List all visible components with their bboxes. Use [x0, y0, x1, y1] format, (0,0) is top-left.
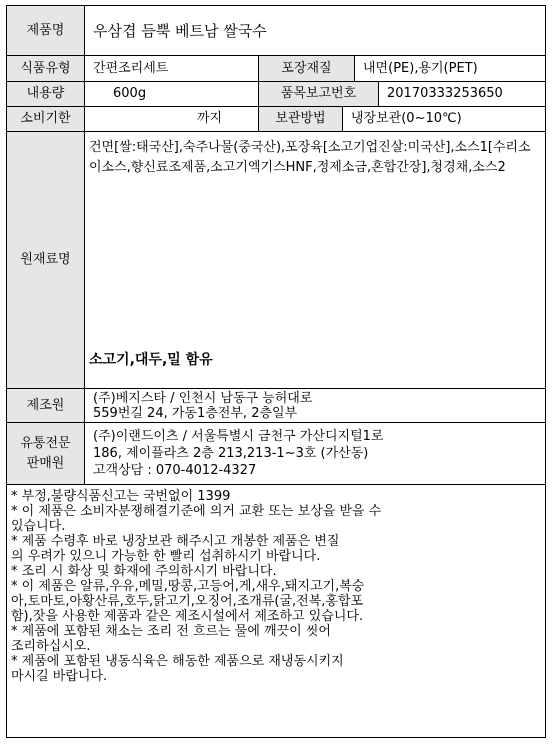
expiry-value: 까지	[85, 107, 259, 131]
packaging-value: 내면(PE),용기(PET)	[363, 60, 478, 76]
volume-value: 600g	[85, 82, 259, 106]
ingredients-row	[7, 132, 545, 389]
food-type-value: 간편조리세트	[85, 56, 259, 81]
packaging-label: 포장재질	[259, 56, 355, 81]
food-label-sheet	[6, 5, 546, 738]
report-no-value: 20170333253650	[387, 86, 503, 101]
manufacturer-row	[7, 389, 545, 423]
storage-value: 냉장보관(0~10℃)	[351, 111, 462, 126]
expiry-label: 소비기한	[7, 107, 85, 131]
food-type-label: 식품유형	[7, 56, 85, 81]
volume-row	[7, 82, 545, 107]
distributor-row	[7, 423, 545, 485]
ingredients-text: 건면[쌀:태국산],숙주나물(중국산),포장육[소고기업진살:미국산],소스1[수리소이소스,향신료조제품,소고기엑기스HNF,정제소금,혼합간장],청경채,소스2	[89, 140, 531, 175]
ingredients-label: 원재료명	[7, 132, 85, 388]
distributor-label: 유통전문 판매원	[7, 423, 85, 484]
product-name-label: 제품명	[7, 6, 85, 55]
manufacturer-label: 제조원	[7, 389, 85, 422]
volume-label: 내용량	[7, 82, 85, 106]
caution-notes: * 부정,불량식품신고는 국번없이 1399 * 이 제품은 소비자분쟁해결기준에 의거 교환 또는 보상을 받을 수 있습니다. * 제품 수령후 바로 냉장보관 해주시고 개봉한 제품은 변질 의 우려가 있으니 가능한 한 빨리 섭취하시기 바랍니다. * 조리 시 화상 및 화재에 주의하시기 바랍니다. * 이 제품은 알류,우유,메밀,땅콩,고등어,게,새우,돼지고기,복숭 아,토마토,아황산류,호두,닭고기,오징어,조개류(굴,전복,홍합포 함),잣을 사용한 제품과 같은 제조시설에서 제조하고 있습니다. * 제품에 포함된 채소는 조리 전 흐르는 물에 깨끗이 씻어 조리하십시오. * 제품에 포함된 냉동식육은 해동한 제품으로 재냉동시키지 마시길 바랍니다.	[11, 489, 382, 684]
product-name-value: 우삼겹 듬뿍 베트남 쌀국수	[93, 21, 267, 40]
expiry-row	[7, 107, 545, 132]
report-no-label: 품목보고번호	[259, 82, 379, 106]
product-name-row	[7, 6, 545, 56]
ingredients-cell	[85, 132, 547, 388]
distributor-value: (주)이랜드이츠 / 서울특별시 금천구 가산디지털1로 186, 제이플라츠 2층 213,213-1~3호 (가산동) 고객상담 : 070-4012-4327	[93, 429, 384, 478]
manufacturer-value: (주)베지스타 / 인천시 남동구 능허대로 559번길 24, 가동1층전부, 2층일부	[93, 390, 313, 421]
allergen-text: 소고기,대두,밀 함유	[89, 352, 213, 368]
food-type-row	[7, 56, 545, 82]
storage-label: 보관방법	[259, 107, 343, 131]
